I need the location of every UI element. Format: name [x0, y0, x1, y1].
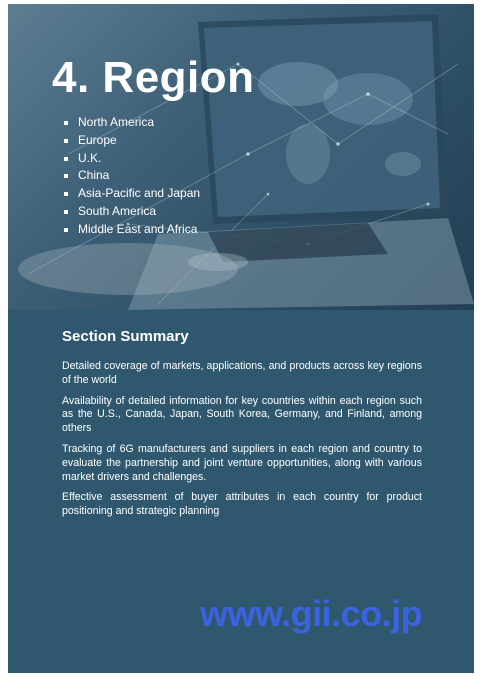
summary-paragraph: Detailed coverage of markets, applications, and products across key regions of the world	[62, 360, 422, 386]
region-label: U.K.	[78, 150, 102, 165]
square-bullet-icon	[64, 192, 68, 196]
region-item	[64, 132, 200, 150]
region-item	[64, 221, 200, 239]
summary-paragraph: Effective assessment of buyer attributes in each country for product positioning and strategic planning	[62, 491, 422, 518]
region-label: North America	[78, 115, 155, 129]
summary-paragraph: Availability of detailed information for key countries within each region such as the U.S., Canada, Japan, South Korea, Germany, and Finland, among others	[62, 394, 422, 435]
report-page	[8, 4, 474, 673]
section-title: 4. Region	[52, 53, 255, 102]
square-bullet-icon	[64, 174, 68, 178]
region-label: South America	[78, 203, 157, 218]
section-summary	[62, 326, 422, 526]
square-bullet-icon	[64, 210, 68, 214]
region-item	[64, 150, 200, 168]
region-item	[64, 185, 200, 203]
region-label: China	[78, 168, 110, 183]
region-item	[64, 203, 200, 221]
region-item	[64, 167, 200, 185]
square-bullet-icon	[64, 157, 68, 161]
hero-banner	[8, 4, 474, 310]
region-label: Europe	[78, 132, 117, 147]
region-item	[64, 114, 200, 132]
region-label: Middle East and Africa	[78, 221, 198, 236]
square-bullet-icon	[64, 228, 68, 232]
square-bullet-icon	[64, 139, 68, 143]
summary-heading: Section Summary	[62, 328, 189, 345]
website-url: www.gii.co.jp	[200, 593, 423, 634]
region-list	[64, 114, 200, 239]
summary-paragraph: Tracking of 6G manufacturers and suppliers in each region and country to evaluate the partnership and joint venture opportunities, along with various market drivers and challenges.	[62, 442, 422, 483]
region-label: Asia-Pacific and Japan	[78, 186, 201, 201]
square-bullet-icon	[64, 121, 68, 125]
